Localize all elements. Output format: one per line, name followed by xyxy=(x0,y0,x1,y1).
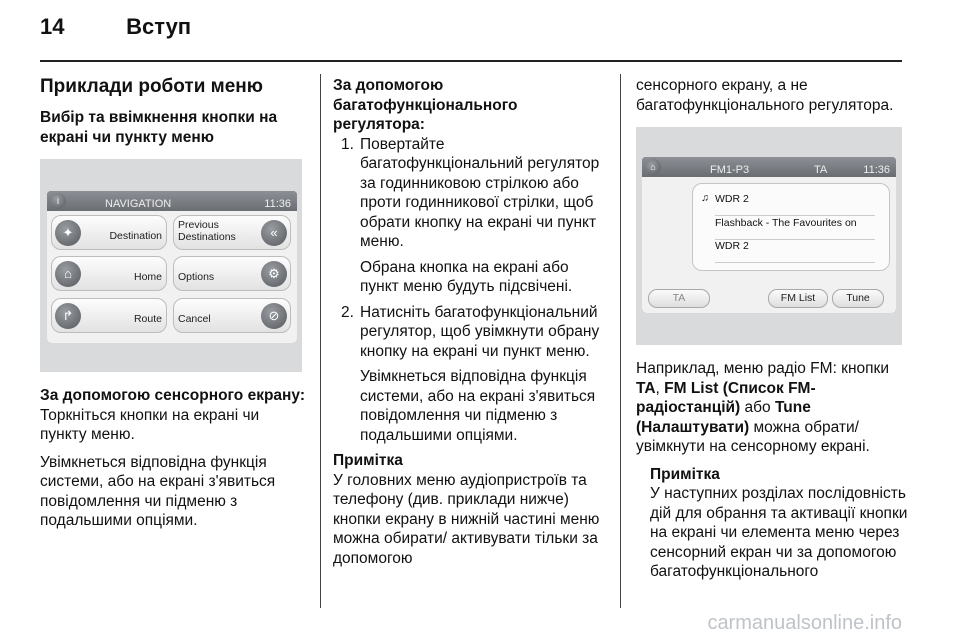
options-button[interactable]: Options ⚙ xyxy=(173,256,291,291)
note-box xyxy=(650,465,908,582)
column-divider-1 xyxy=(320,74,321,608)
radio-title-bar xyxy=(642,157,896,177)
note-text: У наступних розділах послідовність дій для обрання та активації кнопки на екрані чи елемента меню через сенсорний екран чи за допомогою багатофункціонального xyxy=(650,485,908,580)
radio-screen xyxy=(642,157,896,313)
ta-indicator: TA xyxy=(814,164,828,176)
navigation-screenshot xyxy=(40,159,302,372)
gear-icon: ⚙ xyxy=(261,261,287,287)
station-list xyxy=(692,183,890,271)
touch-paragraph-1: Торкніться кнопки на екрані чи пункту меню. xyxy=(40,406,260,443)
cancel-button[interactable]: Cancel ⊘ xyxy=(173,298,291,333)
step-result: Обрана кнопка на екрані або пункт меню будуть підсвічені. xyxy=(360,258,573,295)
radio-panel xyxy=(642,177,896,313)
column-3 xyxy=(636,76,908,582)
radio-title: FM1-P3 xyxy=(710,164,750,176)
watermark: carmanualsonline.info xyxy=(707,612,902,634)
step-text: Натисніть багатофункціональний регулятор, щоб увімкнути обрану кнопку на екрані чи пункт меню. xyxy=(360,303,600,360)
step-text: Повертайте багатофункціональний регулятор за годинниковою стрілкою або проти годинникової стрілки, щоб обрати кнопку на екрані чи пункт меню. xyxy=(360,135,600,250)
note-title: Примітка xyxy=(650,465,720,483)
page-header xyxy=(40,14,191,40)
ta-button[interactable]: TA xyxy=(648,289,710,308)
home-icon: ⌂ xyxy=(645,159,661,175)
subheading: Вибір та ввімкнення кнопки на екрані чи пункту меню xyxy=(40,109,278,146)
info-icon: i xyxy=(50,193,66,209)
previous-destinations-button[interactable]: Previous Destinations « xyxy=(173,215,291,250)
column-2 xyxy=(333,76,605,568)
destination-icon: ✦ xyxy=(55,220,81,246)
steps-list xyxy=(333,135,605,446)
radio-screenshot xyxy=(636,127,902,345)
nav-screen xyxy=(47,191,297,343)
nav-title-bar xyxy=(47,191,297,211)
column-1 xyxy=(40,76,308,539)
nav-panel xyxy=(47,211,297,343)
section-heading: Приклади роботи меню xyxy=(40,76,264,97)
fm-list-button[interactable]: FM List xyxy=(768,289,828,308)
example-paragraph: Наприклад, меню радіо FM: кнопки TA, FM List (Список FM-радіостанцій) або Tune (Налаштувати) можна обрати/ увімкнути на сенсорному екрані. xyxy=(636,360,889,455)
music-note-icon: ♫ xyxy=(701,192,709,204)
history-icon: « xyxy=(261,220,287,246)
radio-time: 11:36 xyxy=(863,164,890,176)
station-item[interactable]: Flashback - The Favourites on xyxy=(715,214,875,240)
page-number: 14 xyxy=(40,14,65,39)
tune-button[interactable]: Tune xyxy=(832,289,884,308)
continued-text: сенсорного екрану, а не багатофункціонального регулятора. xyxy=(636,77,894,114)
station-item[interactable]: WDR 2 xyxy=(715,190,875,216)
touch-heading: За допомогою сенсорного екрану: xyxy=(40,387,305,404)
step-result: Увімкнеться відповідна функція системи, або на екрані з'явиться повідомлення чи підменю з подальшими опціями. xyxy=(360,368,596,444)
cancel-icon: ⊘ xyxy=(261,303,287,329)
route-button[interactable]: ↱ Route xyxy=(51,298,167,333)
note-title: Примітка xyxy=(333,452,403,469)
step-item xyxy=(333,135,605,297)
step-number: 2. xyxy=(341,303,354,321)
nav-time: 11:36 xyxy=(264,198,291,210)
step-number: 1. xyxy=(341,135,354,153)
step-item xyxy=(333,303,605,446)
route-icon: ↱ xyxy=(55,303,81,329)
column-divider-2 xyxy=(620,74,621,608)
home-button[interactable]: ⌂ Home xyxy=(51,256,167,291)
station-item[interactable]: WDR 2 xyxy=(715,237,875,263)
touch-paragraph-2: Увімкнеться відповідна функція системи, або на екрані з'явиться повідомлення чи підменю з подальшими опціями. xyxy=(40,453,276,529)
nav-title: NAVIGATION xyxy=(105,198,172,210)
note-text: У головних меню аудіопристроїв та телефону (див. приклади нижче) кнопки екрану в нижній частині меню можна обирати/ активувати тільки за допомогою xyxy=(333,471,600,567)
home-icon: ⌂ xyxy=(55,261,81,287)
section-title: Вступ xyxy=(126,14,192,39)
header-rule xyxy=(40,60,902,62)
destination-button[interactable]: ✦ Destination xyxy=(51,215,167,250)
knob-heading: За допомогою багатофункціонального регулятора: xyxy=(333,77,518,133)
